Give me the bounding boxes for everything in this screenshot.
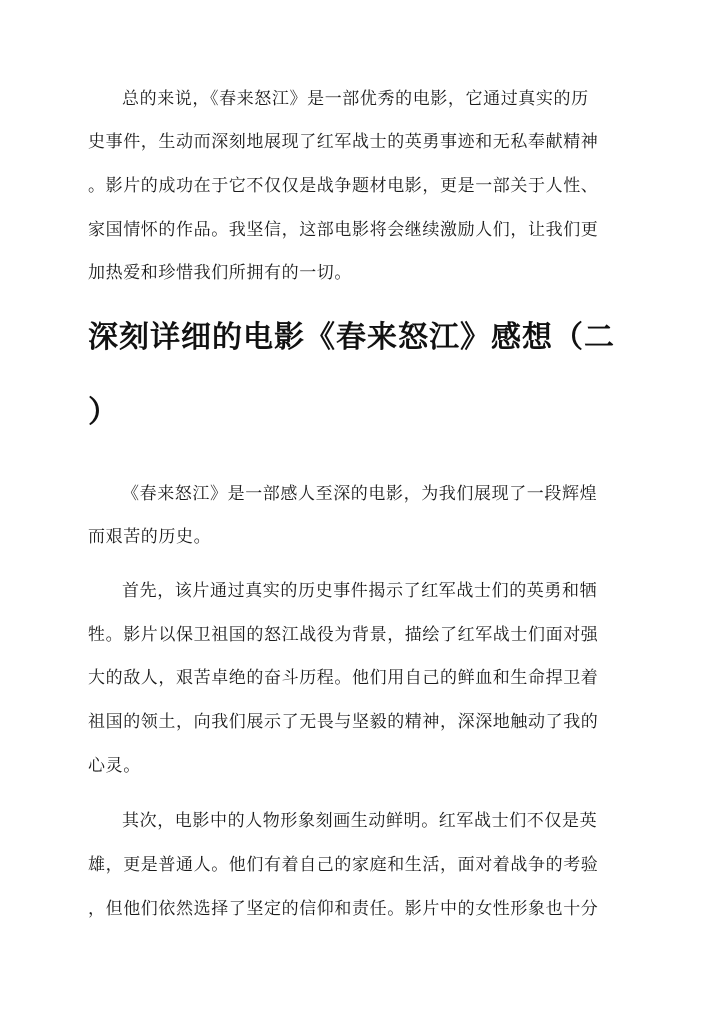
paragraph-line: ，但他们依然选择了坚定的信仰和责任。影片中的女性形象也十分 xyxy=(88,899,599,919)
paragraph-line: 首先，该片通过真实的历史事件揭示了红军战士们的英勇和牺 xyxy=(122,581,598,601)
paragraph-line: 。影片的成功在于它不仅仅是战争题材电影，更是一部关于人性、 xyxy=(88,176,599,196)
paragraph-line: 史事件，生动而深刻地展现了红军战士的英勇事迹和无私奉献精神 xyxy=(88,132,599,152)
paragraph-line: 而艰苦的历史。 xyxy=(88,527,212,547)
paragraph-line: 加热爱和珍惜我们所拥有的一切。 xyxy=(88,263,352,283)
paragraph-line: 总的来说，《春来怒江》是一部优秀的电影，它通过真实的历 xyxy=(122,89,589,109)
paragraph-line: 《春来怒江》是一部感人至深的电影，为我们展现了一段辉煌 xyxy=(122,484,598,504)
paragraph-line: 其次，电影中的人物形象刻画生动鲜明。红军战士们不仅是英 xyxy=(122,811,598,831)
paragraph-line: 祖国的领土，向我们展示了无畏与坚毅的精神，深深地触动了我的 xyxy=(88,712,599,732)
paragraph-line: 雄，更是普通人。他们有着自己的家庭和生活，面对着战争的考验 xyxy=(88,855,599,875)
heading-line: ） xyxy=(88,395,119,430)
paragraph-line: 家国情怀的作品。我坚信，这部电影将会继续激励人们，让我们更 xyxy=(88,220,599,240)
heading-line: 深刻详细的电影《春来怒江》感想（二 xyxy=(88,320,615,355)
paragraph-line: 心灵。 xyxy=(88,756,141,776)
paragraph-line: 大的敌人，艰苦卓绝的奋斗历程。他们用自己的鲜血和生命捍卫着 xyxy=(88,668,599,688)
paragraph-line: 牲。影片以保卫祖国的怒江战役为背景，描绘了红军战士们面对强 xyxy=(88,625,599,645)
